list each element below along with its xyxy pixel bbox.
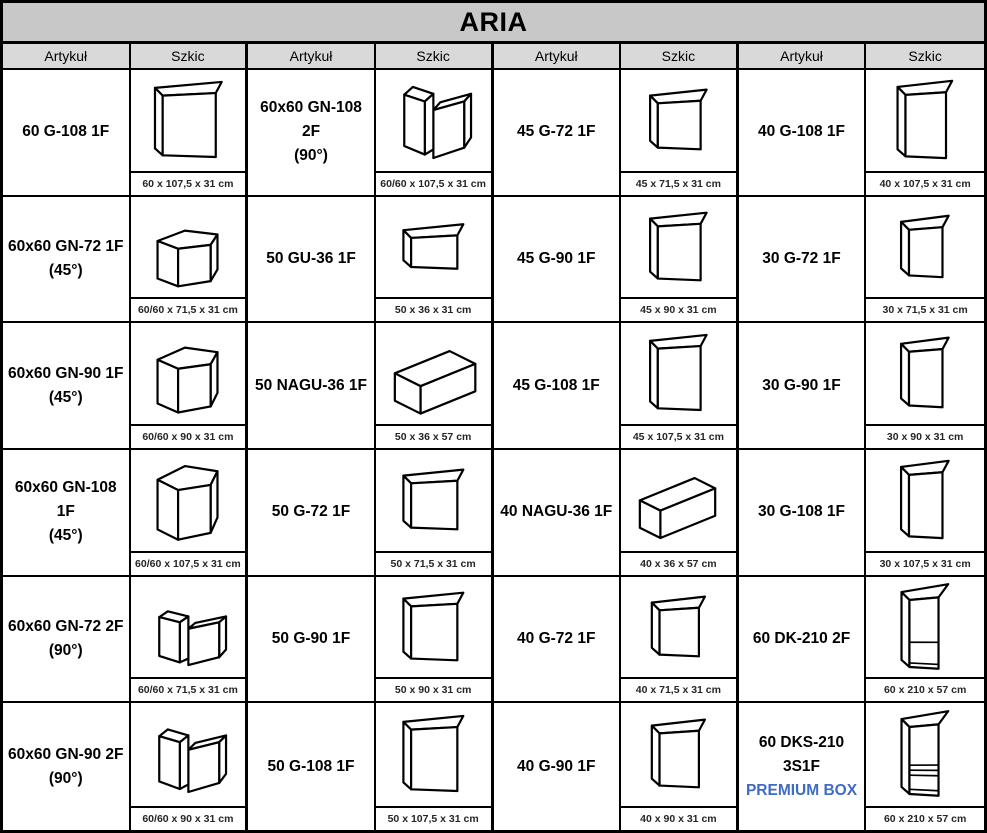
column-header-article: Artykuł — [739, 44, 867, 70]
dimensions-caption: 30 x 71,5 x 31 cm — [866, 297, 984, 321]
article-cell — [739, 450, 867, 577]
dimensions-caption: 60/60 x 107,5 x 31 cm — [376, 171, 491, 195]
sketch-cell — [376, 577, 494, 704]
cabinet-sketch — [131, 577, 246, 678]
sketch-cell — [866, 703, 984, 830]
dimensions-caption: 60/60 x 90 x 31 cm — [131, 806, 246, 830]
sketch-cell — [621, 577, 739, 704]
sketch-cell — [131, 577, 249, 704]
article-label: (45°) — [48, 261, 83, 279]
article-label: 40 NAGU-36 1F — [500, 503, 613, 521]
article-cell — [248, 577, 376, 704]
article-cell — [3, 197, 131, 324]
article-label: 45 G-90 1F — [517, 249, 596, 267]
article-cell — [248, 323, 376, 450]
cabinet-sketch — [131, 450, 246, 551]
dimensions-caption: 45 x 71,5 x 31 cm — [621, 171, 736, 195]
cabinet-sketch-drawing — [137, 198, 240, 297]
column-header-sketch: Szkic — [376, 44, 494, 70]
dimensions-caption: 60/60 x 71,5 x 31 cm — [131, 677, 246, 701]
cabinet-sketch — [866, 703, 984, 806]
dimensions-caption: 60 x 210 x 57 cm — [866, 806, 984, 830]
article-label: 60x60 GN-72 2F — [8, 617, 124, 635]
cabinet-sketch — [376, 450, 491, 551]
cabinet-sketch-drawing — [627, 704, 730, 805]
article-cell — [3, 703, 131, 830]
cabinet-sketch — [866, 323, 984, 424]
cabinet-sketch-drawing — [382, 451, 485, 550]
sketch-cell — [621, 197, 739, 324]
article-label: 40 G-90 1F — [517, 757, 596, 775]
article-cell — [739, 197, 867, 324]
cabinet-sketch — [866, 450, 984, 551]
cabinet-sketch-drawing — [627, 578, 730, 677]
column-header-article: Artykuł — [3, 44, 131, 70]
article-cell — [739, 703, 867, 830]
cabinet-sketch-drawing — [137, 704, 240, 805]
article-cell — [494, 197, 622, 324]
article-label: 2F — [301, 123, 321, 141]
article-cell — [494, 703, 622, 830]
cabinet-sketch — [131, 70, 246, 171]
sketch-cell — [866, 577, 984, 704]
article-cell — [739, 70, 867, 197]
article-label: 60x60 GN-90 1F — [8, 364, 124, 382]
article-label: 40 G-72 1F — [517, 629, 596, 647]
sketch-cell — [621, 323, 739, 450]
cabinet-sketch-drawing — [872, 578, 978, 677]
article-label: (45°) — [48, 527, 83, 545]
cabinet-sketch-drawing — [627, 324, 730, 423]
cabinet-sketch — [376, 703, 491, 806]
dimensions-caption: 45 x 107,5 x 31 cm — [621, 424, 736, 448]
cabinet-sketch — [376, 197, 491, 298]
article-label: 50 G-90 1F — [271, 629, 351, 647]
sketch-cell — [866, 70, 984, 197]
article-cell — [494, 450, 622, 577]
column-header-sketch: Szkic — [131, 44, 249, 70]
article-cell — [3, 577, 131, 704]
cabinet-sketch — [131, 197, 246, 298]
cabinet-sketch-drawing — [137, 324, 240, 423]
cabinet-sketch-drawing — [137, 578, 240, 677]
dimensions-caption: 60 x 107,5 x 31 cm — [131, 171, 246, 195]
cabinet-sketch — [866, 577, 984, 678]
article-label: 60x60 GN-72 1F — [8, 237, 124, 255]
cabinet-sketch-drawing — [627, 71, 730, 170]
article-label: 30 G-108 1F — [757, 503, 846, 521]
cabinet-sketch — [621, 70, 736, 171]
article-cell — [3, 323, 131, 450]
dimensions-caption: 50 x 36 x 31 cm — [376, 297, 491, 321]
column-header-sketch: Szkic — [866, 44, 984, 70]
sketch-cell — [131, 197, 249, 324]
sketch-cell — [376, 197, 494, 324]
dimensions-caption: 60 x 210 x 57 cm — [866, 677, 984, 701]
article-label: 60x60 GN-90 2F — [8, 745, 124, 763]
cabinet-sketch — [621, 450, 736, 551]
article-label: (45°) — [48, 388, 83, 406]
cabinet-sketch-drawing — [872, 704, 978, 805]
cabinet-sketch — [621, 703, 736, 806]
cabinet-sketch — [866, 197, 984, 298]
cabinet-sketch-drawing — [627, 198, 730, 297]
dimensions-caption: 60/60 x 90 x 31 cm — [131, 424, 246, 448]
cabinet-sketch-drawing — [382, 704, 485, 805]
article-label: (90°) — [294, 147, 328, 165]
sketch-cell — [376, 70, 494, 197]
column-header-sketch: Szkic — [621, 44, 739, 70]
dimensions-caption: 30 x 90 x 31 cm — [866, 424, 984, 448]
cabinet-sketch-drawing — [382, 71, 485, 170]
sketch-cell — [131, 703, 249, 830]
cabinet-sketch-drawing — [627, 451, 730, 550]
dimensions-caption: 50 x 36 x 57 cm — [376, 424, 491, 448]
cabinet-sketch — [376, 70, 491, 171]
dimensions-caption: 40 x 90 x 31 cm — [621, 806, 736, 830]
dimensions-caption: 50 x 107,5 x 31 cm — [376, 806, 491, 830]
article-cell — [494, 70, 622, 197]
column-header-article: Artykuł — [494, 44, 622, 70]
article-cell — [248, 450, 376, 577]
article-label: 30 G-90 1F — [762, 376, 841, 394]
sketch-cell — [621, 703, 739, 830]
sketch-cell — [131, 70, 249, 197]
article-label: 50 GU-36 1F — [266, 249, 356, 267]
article-label: 50 G-72 1F — [271, 503, 351, 521]
cabinet-sketch-drawing — [382, 578, 485, 677]
cabinet-sketch — [376, 577, 491, 678]
article-label: 60 G-108 1F — [22, 123, 110, 141]
cabinet-sketch-drawing — [872, 324, 978, 423]
sketch-cell — [376, 703, 494, 830]
article-cell — [494, 323, 622, 450]
cabinet-sketch — [131, 703, 246, 806]
sketch-cell — [131, 450, 249, 577]
sketch-cell — [621, 450, 739, 577]
page-title: ARIA — [3, 3, 984, 44]
cabinet-sketch-drawing — [137, 71, 240, 170]
article-cell — [248, 197, 376, 324]
sketch-cell — [621, 70, 739, 197]
sketch-cell — [131, 323, 249, 450]
cabinet-sketch — [376, 323, 491, 424]
cabinet-sketch-drawing — [137, 451, 240, 550]
sketch-cell — [866, 450, 984, 577]
article-cell — [248, 70, 376, 197]
dimensions-caption: 60/60 x 107,5 x 31 cm — [131, 551, 246, 575]
article-label: 50 G-108 1F — [267, 757, 355, 775]
sketch-cell — [376, 450, 494, 577]
article-label: 60 DKS-210 3S1F — [758, 733, 845, 775]
cabinet-sketch-drawing — [872, 198, 978, 297]
article-label: 45 G-72 1F — [517, 123, 596, 141]
article-label: 45 G-108 1F — [512, 376, 600, 394]
article-cell — [3, 70, 131, 197]
cabinet-sketch — [131, 323, 246, 424]
article-cell — [248, 703, 376, 830]
cabinet-sketch — [621, 323, 736, 424]
article-cell — [494, 577, 622, 704]
dimensions-caption: 45 x 90 x 31 cm — [621, 297, 736, 321]
article-label: 30 G-72 1F — [762, 249, 841, 267]
dimensions-caption: 40 x 71,5 x 31 cm — [621, 677, 736, 701]
article-label: (90°) — [48, 769, 83, 787]
article-label: (90°) — [48, 641, 83, 659]
article-cell — [739, 577, 867, 704]
article-label: 60x60 GN-108 — [260, 99, 362, 117]
article-label: 40 G-108 1F — [757, 123, 846, 141]
cabinet-sketch-drawing — [382, 324, 485, 423]
sketch-cell — [376, 323, 494, 450]
dimensions-caption: 40 x 36 x 57 cm — [621, 551, 736, 575]
cabinet-sketch-drawing — [382, 198, 485, 297]
article-label: 50 NAGU-36 1F — [255, 376, 367, 394]
article-cell — [3, 450, 131, 577]
premium-box-label: PREMIUM BOX — [745, 781, 858, 799]
dimensions-caption: 50 x 71,5 x 31 cm — [376, 551, 491, 575]
column-header-article: Artykuł — [248, 44, 376, 70]
article-label: 60x60 GN-108 1F — [14, 479, 117, 521]
sketch-cell — [866, 323, 984, 450]
dimensions-caption: 40 x 107,5 x 31 cm — [866, 171, 984, 195]
cabinet-sketch — [866, 70, 984, 171]
cabinet-sketch — [621, 197, 736, 298]
article-label: 60 DK-210 2F — [752, 629, 851, 647]
cabinet-sketch-drawing — [872, 451, 978, 550]
dimensions-caption: 50 x 90 x 31 cm — [376, 677, 491, 701]
article-cell — [739, 323, 867, 450]
sketch-cell — [866, 197, 984, 324]
dimensions-caption: 60/60 x 71,5 x 31 cm — [131, 297, 246, 321]
dimensions-caption: 30 x 107,5 x 31 cm — [866, 551, 984, 575]
catalog-table — [3, 44, 984, 830]
cabinet-sketch — [621, 577, 736, 678]
cabinet-sketch-drawing — [872, 71, 978, 170]
